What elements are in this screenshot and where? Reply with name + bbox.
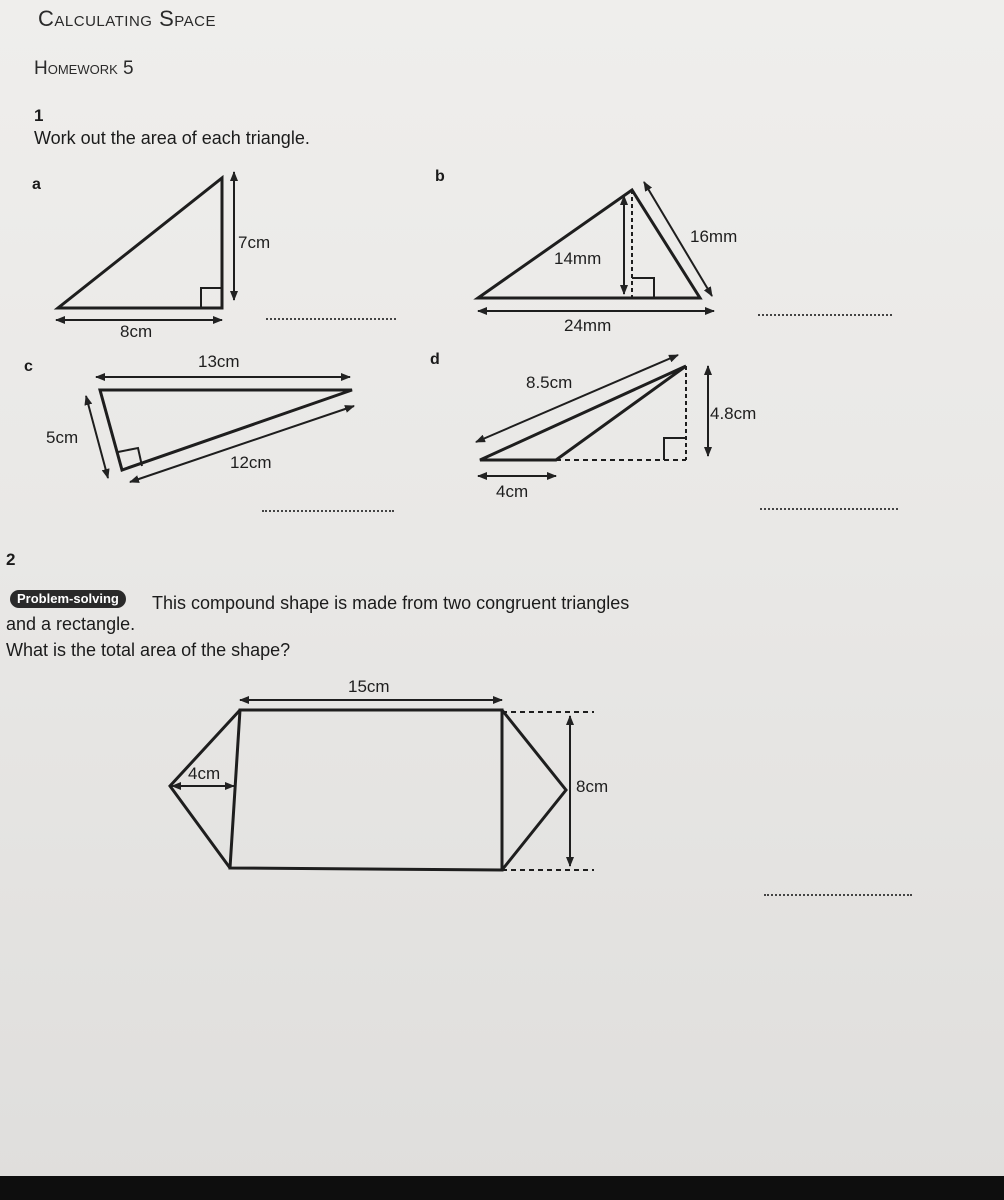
answer-line-q2[interactable]: [764, 894, 912, 896]
triangle-d-height-label: 4.8cm: [710, 404, 757, 423]
page-title: Calculating Space: [38, 6, 216, 31]
triangle-d: [476, 355, 708, 476]
part-d-label: d: [430, 351, 440, 368]
triangle-a-height-label: 7cm: [238, 233, 271, 252]
triangle-c-left-label: 5cm: [46, 428, 79, 447]
triangle-d-base-label: 4cm: [496, 482, 529, 501]
triangle-d-shape: [480, 366, 686, 460]
triangle-c-top-label: 13cm: [198, 352, 240, 371]
triangle-a-right-angle: [201, 288, 222, 308]
compound-triangle-width-label: 4cm: [188, 764, 221, 783]
page-subtitle: Homework 5: [34, 58, 134, 79]
compound-right-triangle: [502, 710, 566, 870]
triangle-d-side-label: 8.5cm: [526, 373, 573, 392]
question-2-line-2: and a rectangle.: [6, 614, 136, 634]
triangle-a-shape: [58, 178, 222, 308]
answer-line-a[interactable]: [266, 318, 396, 320]
triangle-b-shape: [478, 190, 700, 298]
triangle-c-hyp-label: 12cm: [230, 453, 272, 472]
triangle-b-side-label: 16mm: [690, 227, 738, 246]
answer-line-d[interactable]: [760, 508, 898, 510]
question-2-line-3: What is the total area of the shape?: [6, 640, 291, 660]
problem-solving-badge: Problem-solving: [10, 590, 126, 608]
triangle-b: [478, 182, 714, 311]
compound-rectangle: [230, 710, 502, 870]
triangle-a: [56, 172, 234, 320]
photo-bottom-edge: [0, 1176, 1004, 1200]
question-2-line-1: This compound shape is made from two congruent triangles: [152, 593, 630, 613]
triangle-b-base-label: 24mm: [564, 316, 612, 335]
triangle-b-height-label: 14mm: [554, 249, 602, 268]
question-1-number: 1: [34, 106, 44, 125]
compound-height-label: 8cm: [576, 777, 609, 796]
question-1-instruction: Work out the area of each triangle.: [34, 128, 310, 148]
answer-line-c[interactable]: [262, 510, 394, 512]
part-c-label: c: [24, 358, 33, 375]
part-a-label: a: [32, 176, 41, 193]
triangle-c: [86, 377, 354, 482]
triangle-d-right-angle: [664, 438, 686, 460]
part-b-label: b: [435, 168, 445, 185]
compound-length-label: 15cm: [348, 677, 390, 696]
triangle-a-base-label: 8cm: [120, 322, 153, 341]
compound-shape: [170, 700, 594, 870]
answer-line-b[interactable]: [758, 314, 892, 316]
compound-left-triangle: [170, 710, 240, 868]
triangle-b-right-angle: [632, 278, 654, 298]
triangle-c-shape: [100, 390, 352, 470]
triangle-d-side-arrow: [476, 355, 678, 442]
question-2-number: 2: [6, 550, 16, 569]
